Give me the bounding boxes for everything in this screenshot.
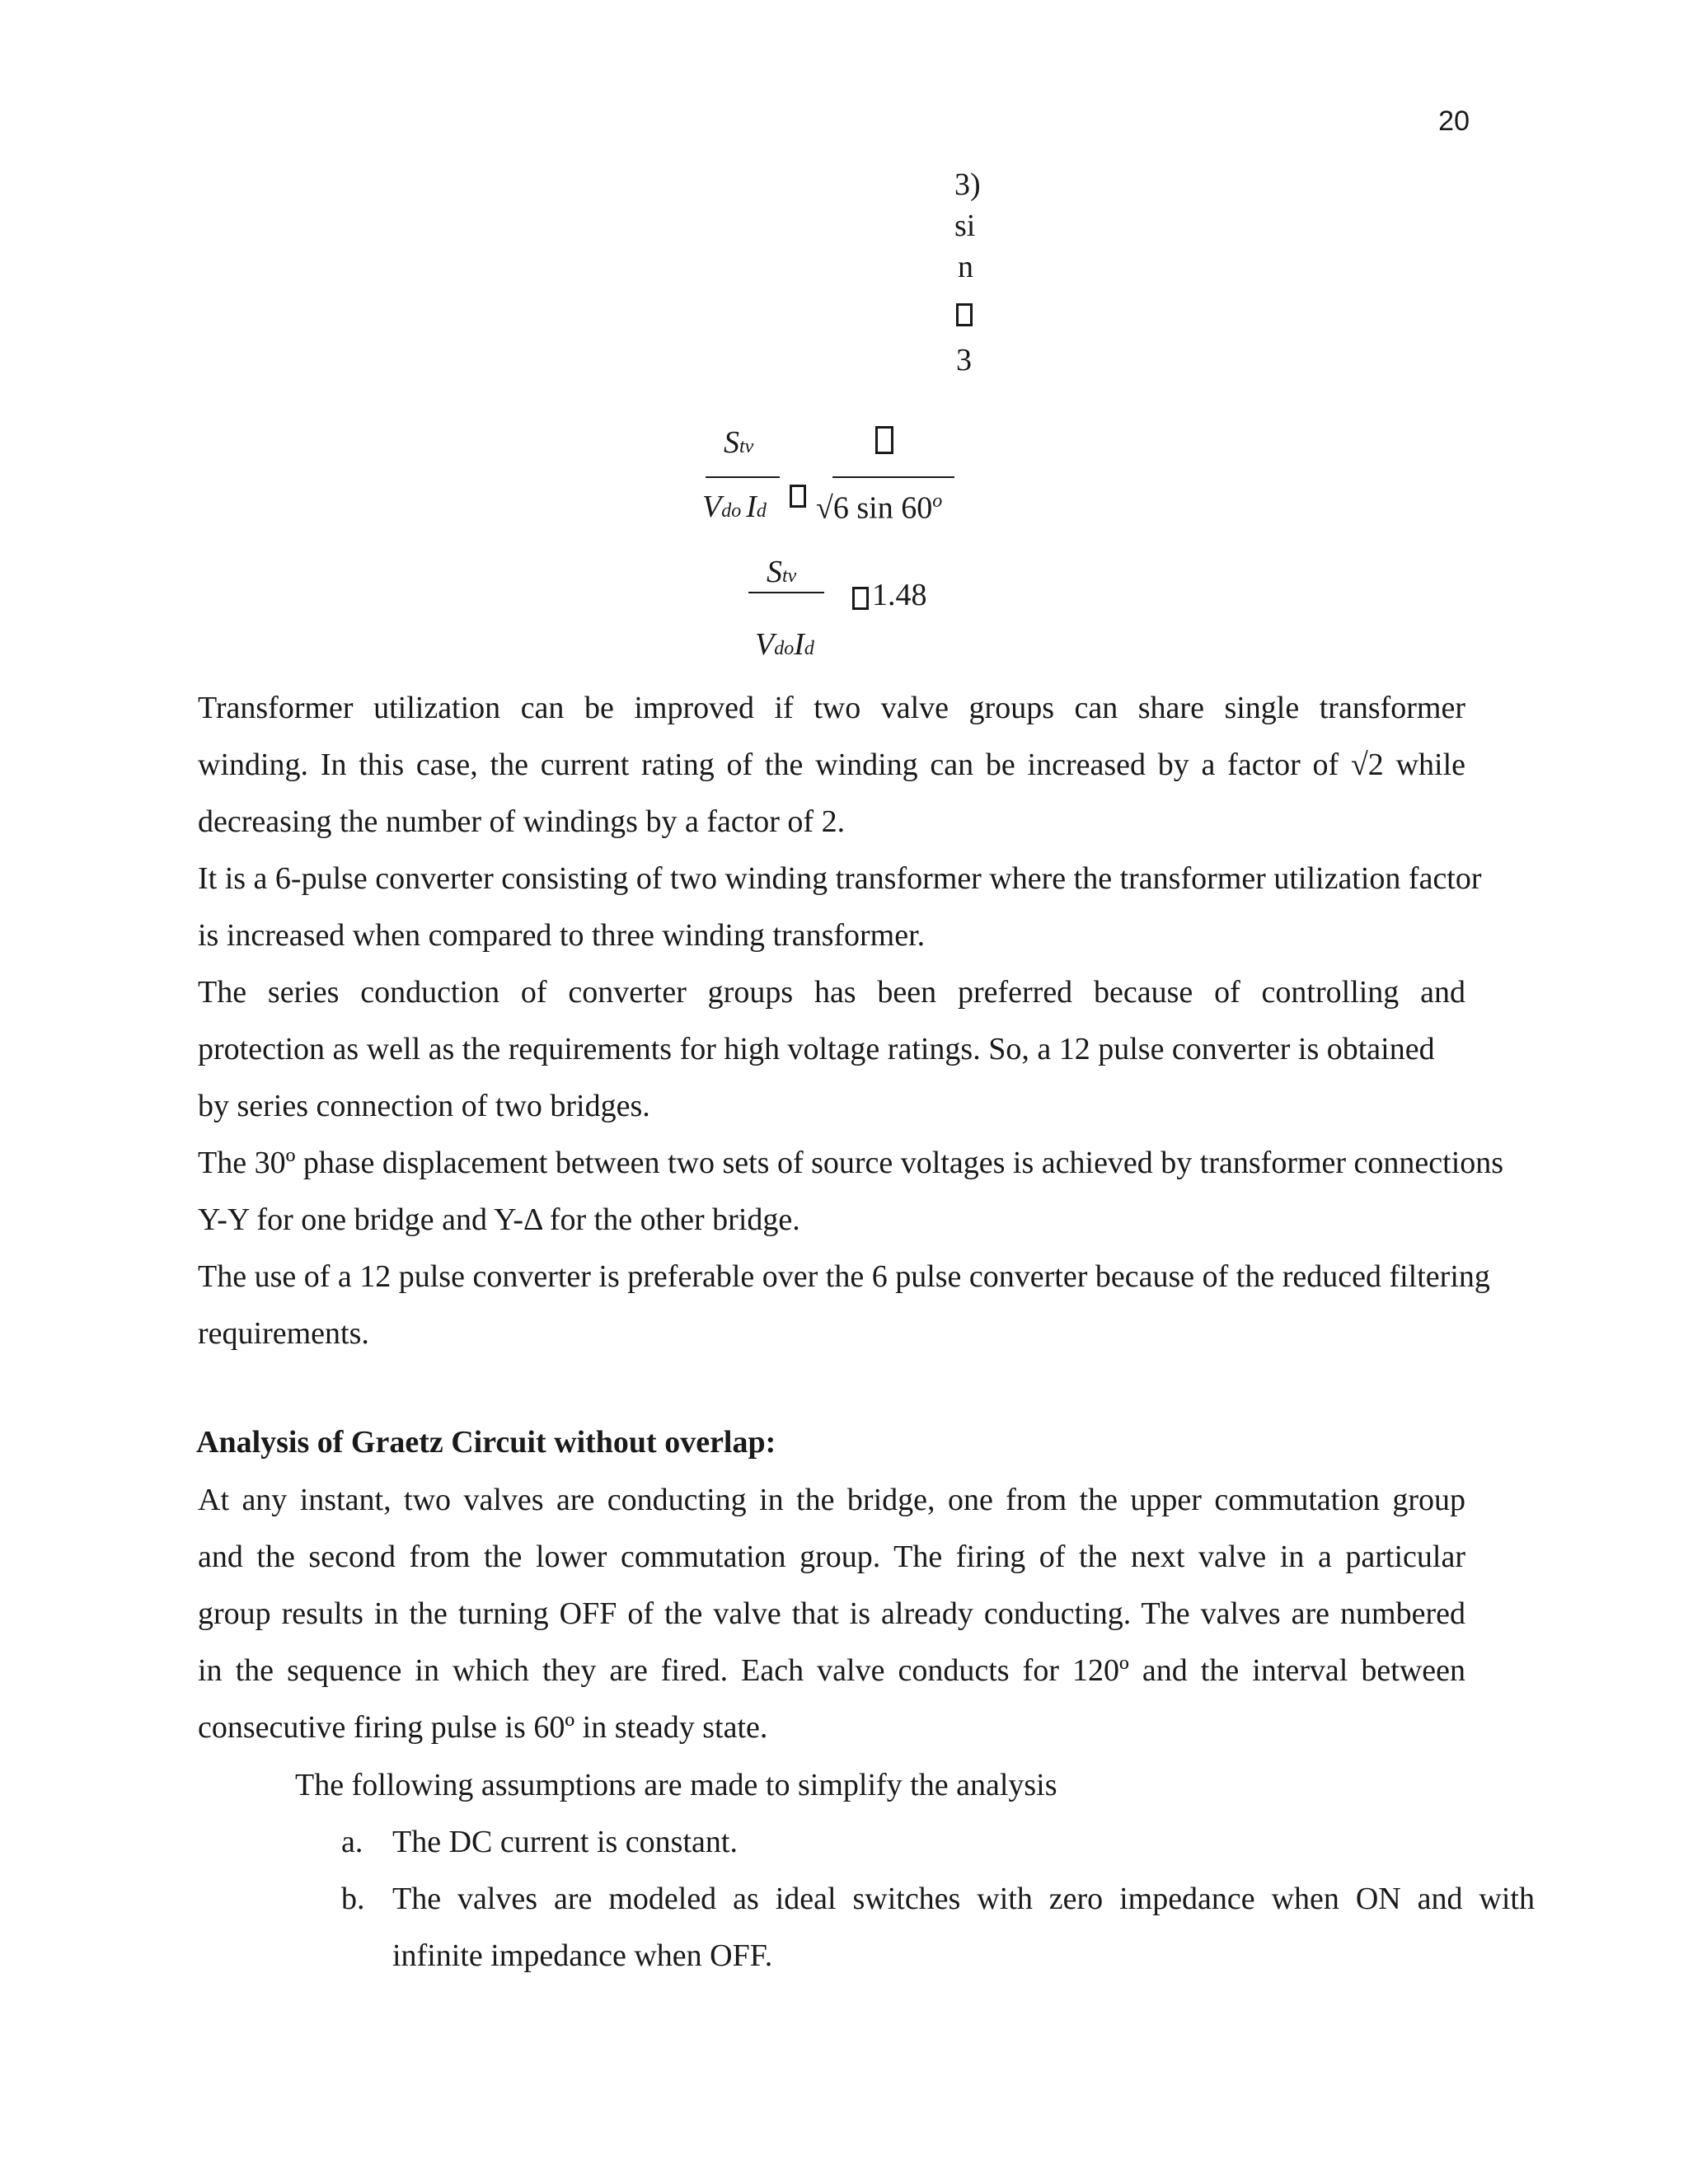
list-marker-a: a. bbox=[341, 1825, 363, 1859]
fraction-2-bar bbox=[748, 592, 824, 593]
list-item-b-line-2: infinite impedance when OFF. bbox=[392, 1938, 773, 1973]
fraction-1-rhs-bar bbox=[832, 476, 954, 478]
fraction-2-denominator: VdoId bbox=[755, 627, 814, 662]
equation-stack-line-3: n bbox=[958, 250, 973, 284]
missing-glyph-icon bbox=[852, 587, 869, 610]
paragraph-twelve-pulse: The use of a 12 pulse converter is preferable over the 6 pulse converter because of the reduced filtering requirements. bbox=[198, 1259, 1490, 1351]
paragraph-transformer-utilization: Transformer utilization can be improved if two valve groups can share single transformer winding. In this case, the current rating of the winding can be increased by a factor of √2 while decreasing the number of windings by a factor of 2. bbox=[198, 691, 1465, 839]
paragraph-graetz-analysis: At any instant, two valves are conducting in the bridge, one from the upper commutation group and the second from the lower commutation group. The firing of the next valve in a particular group results in the turning OFF of the valve that is already conducting. The valves are numbered in the sequence in which they are fired. Each valve conducts for 120º and the interval between consecutive firing pulse is 60º in steady state. bbox=[198, 1483, 1465, 1745]
paragraph-six-pulse: It is a 6-pulse converter consisting of two winding transformer where the transformer utilization factor is increased when compared to three winding transformer. bbox=[198, 861, 1482, 953]
fraction-2-numerator: Stv bbox=[767, 555, 797, 589]
list-marker-b: b. bbox=[341, 1882, 365, 1916]
fraction-1-numerator: Stv bbox=[724, 425, 754, 460]
equation-stack-line-4: 3 bbox=[956, 343, 972, 377]
missing-glyph-icon bbox=[956, 303, 973, 326]
equation-stack-line-1: 3) bbox=[954, 167, 981, 202]
assumptions-intro: The following assumptions are made to simplify the analysis bbox=[295, 1768, 1057, 1802]
fraction-2-rhs: 1.48 bbox=[872, 578, 927, 612]
missing-glyph-icon bbox=[790, 485, 806, 508]
fraction-1-bar bbox=[706, 476, 780, 478]
page-number: 20 bbox=[1438, 105, 1470, 137]
paragraph-phase-displacement: The 30º phase displacement between two sets of source voltages is achieved by transformer connections Y-Y for one bridge and Y-Δ for the other bridge. bbox=[198, 1146, 1504, 1237]
fraction-1-denominator: Vdo Id bbox=[702, 490, 767, 524]
missing-glyph-icon bbox=[875, 426, 893, 454]
fraction-1-rhs: √6 sin 60$^o$ bbox=[816, 490, 943, 526]
equation-stack-line-2: si bbox=[954, 209, 976, 243]
list-item-a: The DC current is constant. bbox=[392, 1825, 738, 1859]
list-item-b-line-1: The valves are modeled as ideal switches with zero impedance when ON and with bbox=[392, 1882, 1535, 1916]
paragraph-series-conduction: The series conduction of converter groups has been preferred because of controlling and protection as well as the requirements for high voltage ratings. So, a 12 pulse converter is obtained by series connection of two bridges. bbox=[198, 975, 1465, 1123]
section-heading: Analysis of Graetz Circuit without overlap: bbox=[196, 1425, 776, 1460]
